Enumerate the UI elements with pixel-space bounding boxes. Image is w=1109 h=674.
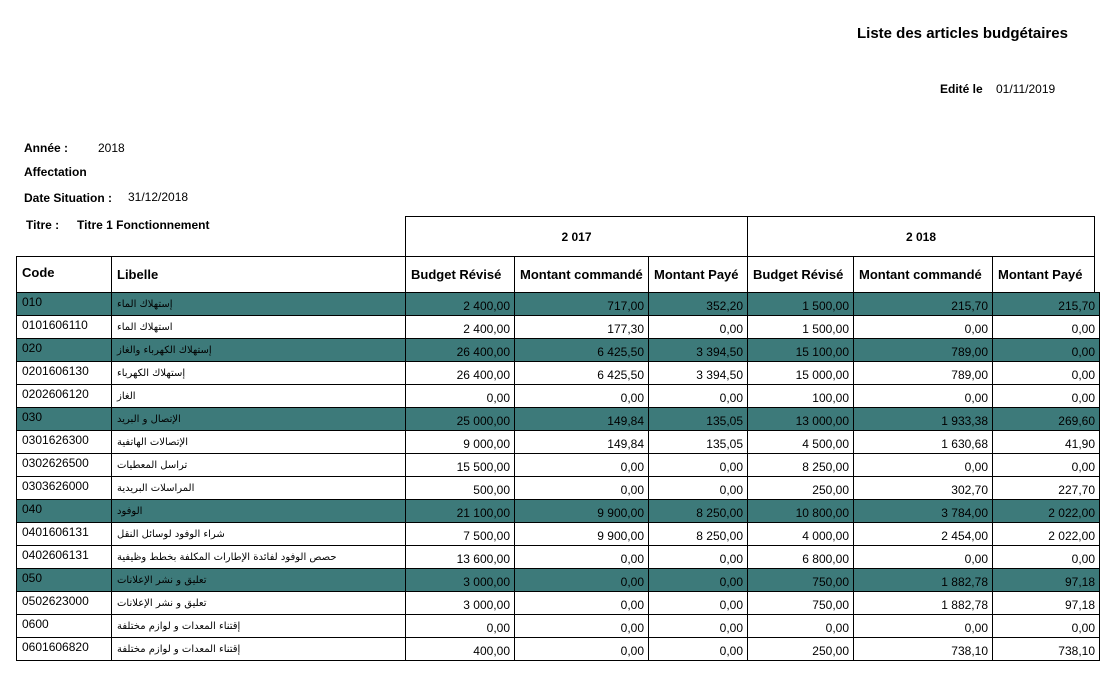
cell-commande-2018: 0,00 (854, 385, 993, 408)
cell-commande-2018: 0,00 (854, 454, 993, 477)
cell-budget-2017: 13 600,00 (406, 546, 515, 569)
cell-commande-2018: 0,00 (854, 546, 993, 569)
cell-budget-2018: 250,00 (748, 477, 854, 500)
cell-paye-2018: 269,60 (993, 408, 1100, 431)
cell-code: 0202606120 (17, 385, 112, 408)
cell-paye-2017: 0,00 (649, 546, 748, 569)
cell-budget-2017: 400,00 (406, 638, 515, 661)
table-row-group (17, 500, 1100, 523)
cell-paye-2017: 0,00 (649, 592, 748, 615)
libelle-text: الإتصال و البريد (117, 414, 181, 425)
col-header-label: Montant commandé (859, 267, 982, 282)
libelle-text: تعليق و نشر الإعلانات (117, 598, 207, 609)
cell-budget-2018: 1 500,00 (748, 316, 854, 339)
col-header-label: Montant Payé (998, 267, 1083, 282)
edited-date: 01/11/2019 (996, 82, 1056, 96)
cell-paye-2018: 2 022,00 (993, 500, 1100, 523)
cell-budget-2017: 15 500,00 (406, 454, 515, 477)
cell-paye-2018: 0,00 (993, 546, 1100, 569)
libelle-text: حصص الوفود لفائدة الإطارات المكلفة بخطط وظيفية (117, 552, 337, 563)
cell-libelle (112, 339, 406, 362)
cell-paye-2018: 97,18 (993, 569, 1100, 592)
budget-table (16, 292, 1100, 661)
col-header-label: Code (22, 265, 55, 280)
table-row (17, 523, 1100, 546)
cell-paye-2018: 2 022,00 (993, 523, 1100, 546)
cell-commande-2018: 0,00 (854, 316, 993, 339)
year-label: 2 017 (561, 229, 592, 244)
cell-budget-2018: 250,00 (748, 638, 854, 661)
cell-libelle (112, 523, 406, 546)
cell-budget-2017: 500,00 (406, 477, 515, 500)
report-title: Liste des articles budgétaires (857, 25, 1068, 42)
col-header-commande-2017 (514, 256, 648, 292)
cell-libelle (112, 408, 406, 431)
cell-budget-2018: 4 000,00 (748, 523, 854, 546)
cell-commande-2017: 717,00 (515, 293, 649, 316)
libelle-text: استهلاك الماء (117, 322, 173, 333)
affectation-label: Affectation (24, 165, 87, 179)
cell-paye-2017: 0,00 (649, 569, 748, 592)
cell-budget-2018: 4 500,00 (748, 431, 854, 454)
cell-paye-2018: 738,10 (993, 638, 1100, 661)
year-header-2018 (747, 216, 1095, 256)
cell-libelle (112, 431, 406, 454)
cell-commande-2018: 738,10 (854, 638, 993, 661)
cell-commande-2017: 9 900,00 (515, 523, 649, 546)
cell-libelle (112, 615, 406, 638)
cell-commande-2017: 6 425,50 (515, 339, 649, 362)
libelle-text: تعليق و نشر الإعلانات (117, 575, 207, 586)
cell-paye-2017: 0,00 (649, 385, 748, 408)
cell-commande-2017: 6 425,50 (515, 362, 649, 385)
cell-paye-2017: 3 394,50 (649, 362, 748, 385)
titre-value: Titre 1 Fonctionnement (77, 218, 210, 232)
cell-paye-2017: 0,00 (649, 454, 748, 477)
cell-libelle (112, 293, 406, 316)
table-row (17, 385, 1100, 408)
cell-budget-2018: 1 500,00 (748, 293, 854, 316)
titre-label: Titre : (26, 218, 60, 232)
col-header-libelle (111, 256, 405, 292)
cell-budget-2017: 3 000,00 (406, 592, 515, 615)
libelle-text: تراسل المعطيات (117, 460, 188, 471)
cell-commande-2018: 1 882,78 (854, 592, 993, 615)
table-row (17, 362, 1100, 385)
libelle-text: إستهلاك الكهرباء والغاز (117, 345, 212, 356)
cell-code: 020 (17, 339, 112, 362)
cell-libelle (112, 477, 406, 500)
cell-code: 0303626000 (17, 477, 112, 500)
cell-code: 0201606130 (17, 362, 112, 385)
col-header-label: Budget Révisé (753, 267, 844, 282)
cell-commande-2018: 1 882,78 (854, 569, 993, 592)
col-header-label: Budget Révisé (411, 267, 502, 282)
cell-code: 050 (17, 569, 112, 592)
cell-paye-2018: 0,00 (993, 454, 1100, 477)
cell-paye-2017: 135,05 (649, 408, 748, 431)
cell-libelle (112, 362, 406, 385)
cell-libelle (112, 454, 406, 477)
cell-budget-2018: 8 250,00 (748, 454, 854, 477)
libelle-text: إستهلاك الكهرباء (117, 368, 186, 379)
cell-libelle (112, 638, 406, 661)
cell-commande-2017: 9 900,00 (515, 500, 649, 523)
table-row (17, 477, 1100, 500)
libelle-text: إستهلاك الماء (117, 299, 173, 310)
col-header-label: Libelle (117, 267, 159, 282)
cell-budget-2018: 10 800,00 (748, 500, 854, 523)
table-row (17, 615, 1100, 638)
cell-commande-2017: 149,84 (515, 431, 649, 454)
cell-code: 0101606110 (17, 316, 112, 339)
table-row (17, 316, 1100, 339)
edited-label: Edité le (940, 82, 983, 96)
libelle-text: الإتصالات الهاتفية (117, 437, 188, 448)
col-header-budget-2018 (747, 256, 853, 292)
cell-paye-2018: 0,00 (993, 385, 1100, 408)
col-header-paye-2018 (992, 256, 1095, 292)
cell-budget-2017: 21 100,00 (406, 500, 515, 523)
cell-code: 0600 (17, 615, 112, 638)
cell-commande-2018: 302,70 (854, 477, 993, 500)
cell-budget-2018: 6 800,00 (748, 546, 854, 569)
libelle-text: شراء الوفود لوسائل النقل (117, 529, 225, 540)
cell-libelle (112, 316, 406, 339)
cell-commande-2017: 0,00 (515, 592, 649, 615)
libelle-text: إقتناء المعدات و لوازم مختلفة (117, 644, 241, 655)
annee-value: 2018 (98, 141, 125, 155)
cell-code: 0601606820 (17, 638, 112, 661)
cell-code: 040 (17, 500, 112, 523)
cell-commande-2017: 0,00 (515, 569, 649, 592)
cell-libelle (112, 569, 406, 592)
cell-libelle (112, 592, 406, 615)
cell-paye-2017: 0,00 (649, 615, 748, 638)
cell-paye-2018: 0,00 (993, 339, 1100, 362)
cell-commande-2018: 3 784,00 (854, 500, 993, 523)
table-row-group (17, 293, 1100, 316)
cell-budget-2017: 26 400,00 (406, 362, 515, 385)
cell-budget-2017: 26 400,00 (406, 339, 515, 362)
cell-paye-2018: 215,70 (993, 293, 1100, 316)
date-situation-label: Date Situation : (24, 191, 113, 205)
libelle-text: المراسلات البريدية (117, 483, 195, 494)
cell-paye-2017: 0,00 (649, 316, 748, 339)
cell-commande-2017: 0,00 (515, 477, 649, 500)
cell-commande-2018: 0,00 (854, 615, 993, 638)
cell-paye-2018: 0,00 (993, 316, 1100, 339)
table-row (17, 592, 1100, 615)
cell-budget-2018: 0,00 (748, 615, 854, 638)
cell-paye-2018: 0,00 (993, 362, 1100, 385)
cell-code: 0502623000 (17, 592, 112, 615)
cell-budget-2018: 750,00 (748, 569, 854, 592)
table-row-group (17, 569, 1100, 592)
cell-commande-2018: 1 933,38 (854, 408, 993, 431)
cell-budget-2017: 0,00 (406, 615, 515, 638)
year-header-2017 (405, 216, 747, 256)
cell-paye-2017: 0,00 (649, 638, 748, 661)
cell-code: 010 (17, 293, 112, 316)
cell-budget-2018: 15 100,00 (748, 339, 854, 362)
cell-commande-2017: 0,00 (515, 615, 649, 638)
cell-libelle (112, 385, 406, 408)
cell-paye-2017: 135,05 (649, 431, 748, 454)
cell-paye-2017: 0,00 (649, 477, 748, 500)
cell-paye-2018: 0,00 (993, 615, 1100, 638)
cell-paye-2017: 8 250,00 (649, 500, 748, 523)
table-row (17, 431, 1100, 454)
cell-commande-2018: 215,70 (854, 293, 993, 316)
cell-code: 030 (17, 408, 112, 431)
year-label: 2 018 (905, 229, 937, 244)
table-row-group (17, 339, 1100, 362)
cell-paye-2017: 8 250,00 (649, 523, 748, 546)
table-row (17, 638, 1100, 661)
cell-code: 0401606131 (17, 523, 112, 546)
date-situation-value: 31/12/2018 (128, 190, 189, 204)
annee-label: Année : (24, 141, 69, 155)
cell-budget-2018: 15 000,00 (748, 362, 854, 385)
libelle-text: الوفود (117, 506, 143, 517)
cell-libelle (112, 546, 406, 569)
cell-budget-2018: 13 000,00 (748, 408, 854, 431)
cell-paye-2018: 41,90 (993, 431, 1100, 454)
cell-paye-2018: 227,70 (993, 477, 1100, 500)
table-row (17, 546, 1100, 569)
cell-budget-2017: 9 000,00 (406, 431, 515, 454)
cell-paye-2017: 3 394,50 (649, 339, 748, 362)
cell-commande-2017: 0,00 (515, 546, 649, 569)
cell-budget-2018: 750,00 (748, 592, 854, 615)
col-header-commande-2018 (853, 256, 992, 292)
cell-commande-2018: 1 630,68 (854, 431, 993, 454)
col-header-label: Montant commandé (520, 267, 643, 282)
table-row (17, 454, 1100, 477)
cell-budget-2017: 3 000,00 (406, 569, 515, 592)
cell-budget-2017: 2 400,00 (406, 293, 515, 316)
cell-budget-2017: 2 400,00 (406, 316, 515, 339)
col-header-budget-2017 (405, 256, 514, 292)
cell-commande-2018: 789,00 (854, 362, 993, 385)
cell-budget-2017: 0,00 (406, 385, 515, 408)
cell-paye-2017: 352,20 (649, 293, 748, 316)
cell-commande-2017: 177,30 (515, 316, 649, 339)
libelle-text: إقتناء المعدات و لوازم مختلفة (117, 621, 241, 632)
cell-budget-2017: 7 500,00 (406, 523, 515, 546)
cell-budget-2017: 25 000,00 (406, 408, 515, 431)
cell-commande-2017: 0,00 (515, 454, 649, 477)
cell-budget-2018: 100,00 (748, 385, 854, 408)
cell-paye-2018: 97,18 (993, 592, 1100, 615)
cell-code: 0402606131 (17, 546, 112, 569)
cell-commande-2018: 789,00 (854, 339, 993, 362)
budget-table-body (17, 293, 1100, 661)
col-header-paye-2017 (648, 256, 747, 292)
cell-commande-2017: 0,00 (515, 638, 649, 661)
cell-libelle (112, 500, 406, 523)
cell-commande-2017: 0,00 (515, 385, 649, 408)
table-row-group (17, 408, 1100, 431)
cell-code: 0301626300 (17, 431, 112, 454)
col-header-code (16, 256, 111, 292)
cell-code: 0302626500 (17, 454, 112, 477)
col-header-label: Montant Payé (654, 267, 739, 282)
cell-commande-2018: 2 454,00 (854, 523, 993, 546)
libelle-text: الغاز (117, 391, 136, 402)
cell-commande-2017: 149,84 (515, 408, 649, 431)
